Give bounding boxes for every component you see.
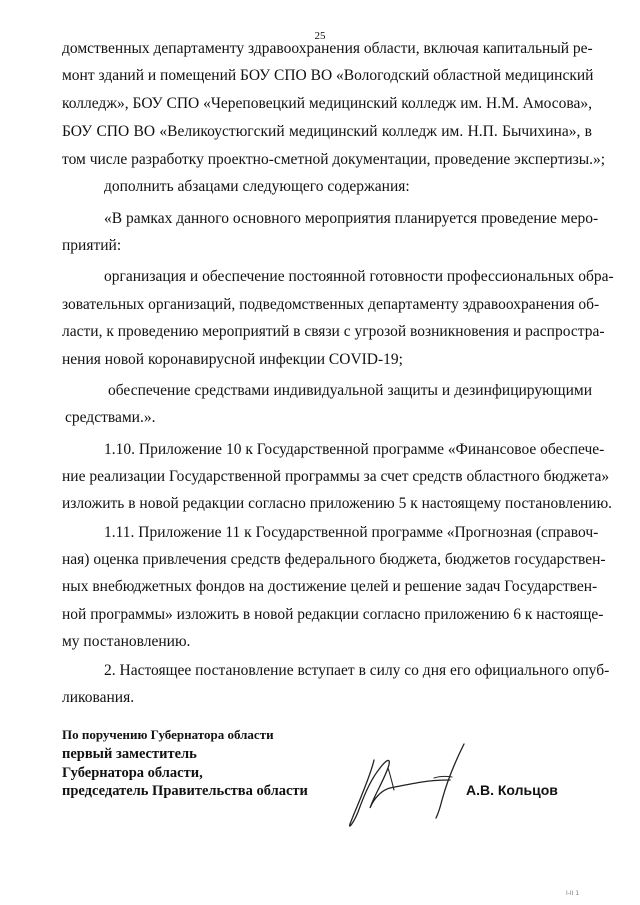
text-line: ной программы» изложить в новой редакции согласно приложению 6 к настояще- bbox=[62, 606, 604, 623]
handwritten-signature bbox=[330, 738, 470, 833]
signature-title-line: председатель Правительства области bbox=[62, 783, 308, 799]
text-line: БОУ СПО ВО «Великоустюгский медицинский колледж им. Н.П. Бычихина», в bbox=[62, 123, 592, 140]
text-line: му постановлению. bbox=[62, 633, 191, 650]
text-line: том числе разработку проектно-сметной документации, проведение экспертизы.»; bbox=[62, 151, 606, 168]
text-line: организация и обеспечение постоянной готовности профессиональных обра- bbox=[104, 268, 614, 285]
text-line: монт зданий и помещений БОУ СПО ВО «Вологодский областной медицинский bbox=[62, 67, 594, 84]
text-line: средствами.». bbox=[65, 409, 156, 426]
text-line: «В рамках данного основного мероприятия планируется проведение меро- bbox=[104, 210, 599, 227]
signature-title-line: первый заместитель bbox=[62, 746, 197, 762]
text-line: дополнить абзацами следующего содержания: bbox=[104, 178, 410, 195]
text-line: изложить в новой редакции согласно приложению 5 к настоящему постановлению. bbox=[62, 495, 613, 512]
text-line: домственных департаменту здравоохранения области, включая капитальный ре- bbox=[62, 40, 593, 57]
text-line: 1.11. Приложение 11 к Государственной программе «Прогнозная (справоч- bbox=[104, 524, 599, 541]
text-line: зовательных организаций, подведомственных департаменту здравоохранения об- bbox=[62, 296, 600, 313]
text-line: ние реализации Государственной программы за счет средств областного бюджета» bbox=[62, 468, 610, 485]
text-line: нения новой коронавирусной инфекции COVID-19; bbox=[62, 351, 403, 368]
signature-title-line: Губернатора области, bbox=[62, 765, 203, 781]
text-line: ласти, к проведению мероприятий в связи с угрозой возникновения и распростра- bbox=[62, 323, 605, 340]
text-line: 1.10. Приложение 10 к Государственной программе «Финансовое обеспече- bbox=[104, 441, 605, 458]
text-line: 2. Настоящее постановление вступает в силу со дня его официального опуб- bbox=[104, 662, 610, 679]
text-line: приятий: bbox=[62, 237, 122, 254]
signature-authority-line: По поручению Губернатора области bbox=[62, 727, 274, 742]
text-line: ная) оценка привлечения средств федерального бюджета, бюджетов государствен- bbox=[62, 551, 606, 568]
page-number: 25 bbox=[314, 30, 326, 42]
signer-name: А.В. Кольцов bbox=[466, 782, 558, 798]
text-line: обеспечение средствами индивидуальной защиты и дезинфицирующими bbox=[108, 382, 592, 399]
text-line: ликования. bbox=[62, 689, 135, 706]
text-line: ных внебюджетных фондов на достижение целей и решение задач Государствен- bbox=[62, 578, 598, 595]
footer-mark: I-II 1 bbox=[566, 890, 580, 897]
text-line: колледж», БОУ СПО «Череповецкий медицинский колледж им. Н.М. Амосова», bbox=[62, 95, 593, 112]
